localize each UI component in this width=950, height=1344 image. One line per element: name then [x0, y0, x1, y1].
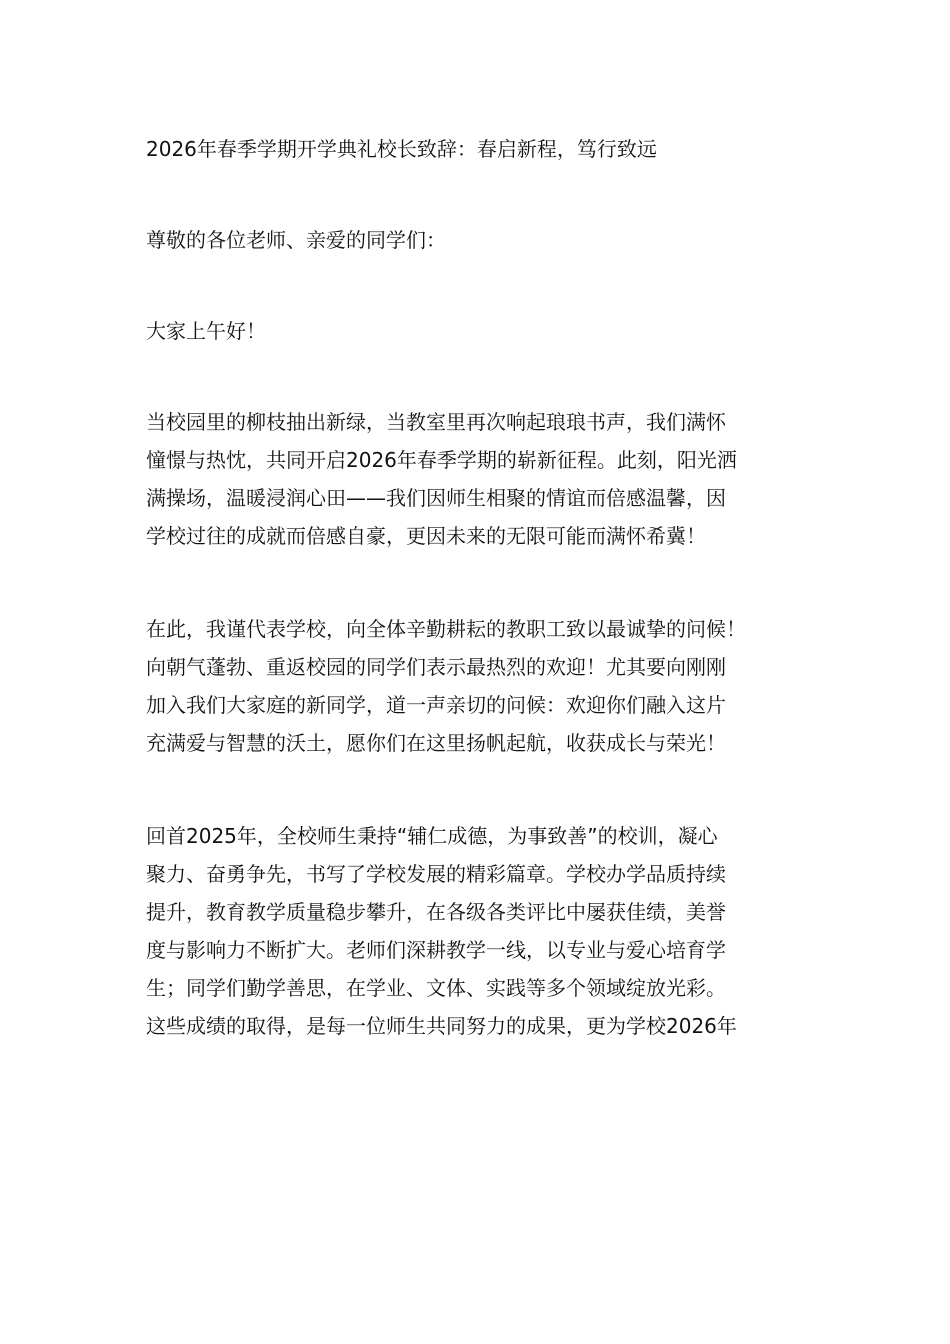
paragraph-1 [146, 403, 826, 555]
paragraph-line: 度与影响力不断扩大。老师们深耕教学一线，以专业与爱心培育学 [146, 938, 726, 962]
paragraph-line: 学校过往的成就而倍感自豪，更因未来的无限可能而满怀希冀！ [146, 524, 706, 548]
document-body [146, 130, 826, 1100]
paragraph-line: 满操场，温暖浸润心田——我们因师生相聚的情谊而倍感温馨，因 [146, 486, 726, 510]
paragraph-line: 聚力、奋勇争先，书写了学校发展的精彩篇章。学校办学品质持续 [146, 862, 726, 886]
salutation: 尊敬的各位老师、亲爱的同学们： [146, 228, 446, 252]
paragraph-line: 提升，教育教学质量稳步攀升，在各级各类评比中屡获佳绩，美誉 [146, 900, 726, 924]
paragraph-line: 回首2025年，全校师生秉持“辅仁成德，为事致善”的校训，凝心 [146, 824, 718, 848]
paragraph-line: 当校园里的柳枝抽出新绿，当教室里再次响起琅琅书声，我们满怀 [146, 410, 726, 434]
paragraph-line: 这些成绩的取得，是每一位师生共同努力的成果，更为学校2026年 [146, 1014, 737, 1038]
paragraph-line: 憧憬与热忱，共同开启2026年春季学期的崭新征程。此刻，阳光洒 [146, 448, 737, 472]
paragraph-line: 生；同学们勤学善思，在学业、文体、实践等多个领域绽放光彩。 [146, 976, 726, 1000]
paragraph-line: 加入我们大家庭的新同学，道一声亲切的问候：欢迎你们融入这片 [146, 693, 726, 717]
paragraph-line: 向朝气蓬勃、重返校园的同学们表示最热烈的欢迎！尤其要向刚刚 [146, 655, 726, 679]
paragraph-line: 在此，我谨代表学校，向全体辛勤耕耘的教职工致以最诚挚的问候！ [146, 617, 746, 641]
greeting: 大家上午好！ [146, 319, 266, 343]
paragraph-line: 充满爱与智慧的沃土，愿你们在这里扬帆起航，收获成长与荣光！ [146, 731, 726, 755]
paragraph-2 [146, 610, 826, 762]
document-title: 2026年春季学期开学典礼校长致辞：春启新程，笃行致远 [146, 137, 657, 161]
paragraph-3 [146, 817, 826, 1045]
